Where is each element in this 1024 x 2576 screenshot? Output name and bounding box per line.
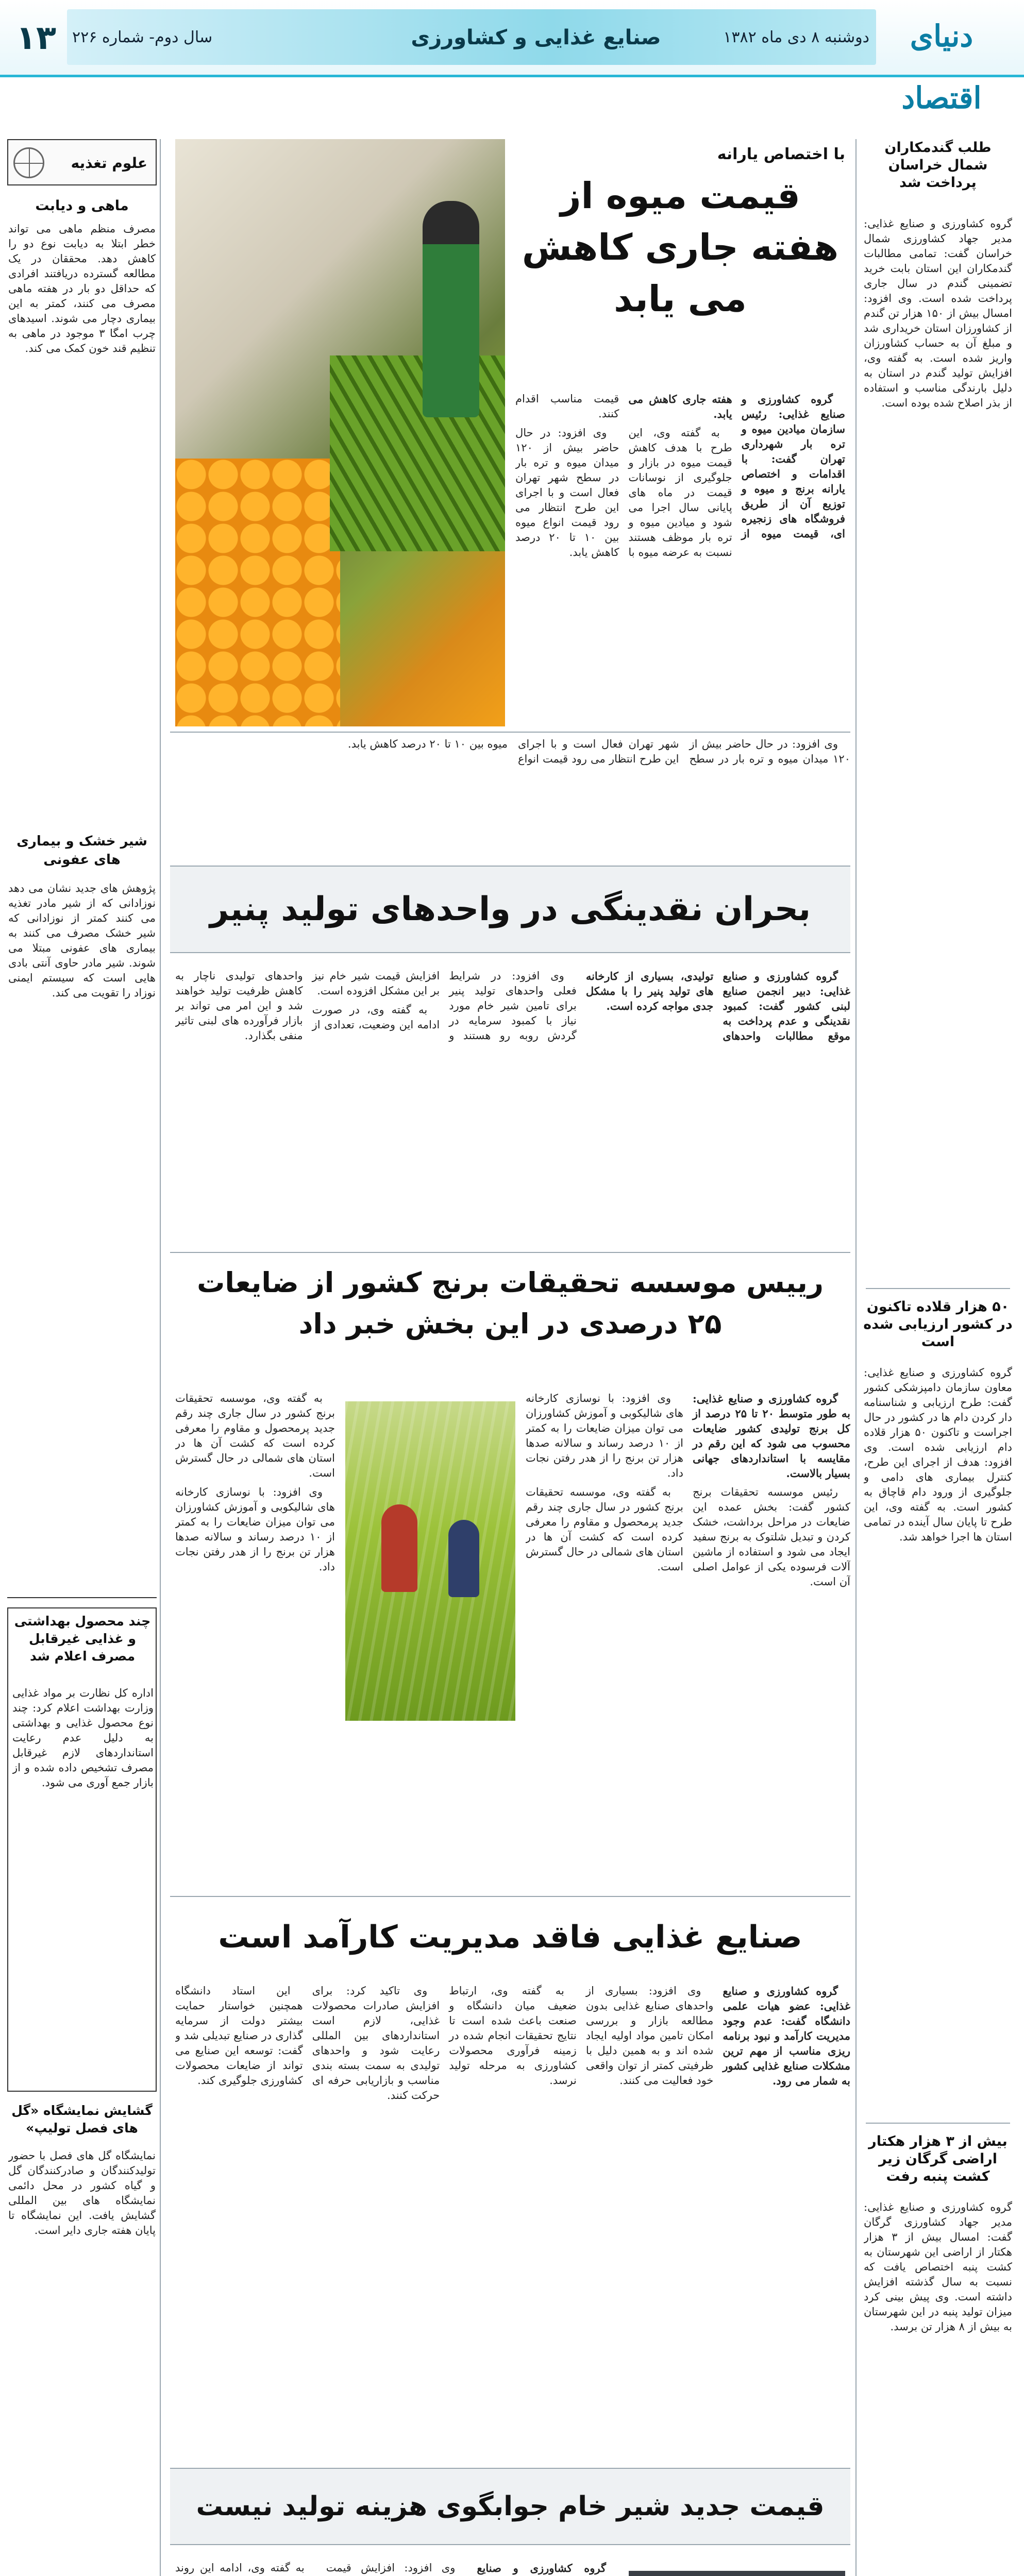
fruit-kicker: با اختصاص یارانه [717, 145, 845, 163]
rice-rows [345, 1401, 515, 1721]
rice-paragraph: به گفته وی، موسسه تحقیقات برنج کشور در سال جاری چند رقم جدید پرمحصول و مقاوم را معرفی کرده است که کشت آن ها در استان های شمالی در حال گسترش است. [526, 1486, 683, 1573]
issue-line: سال دوم- شماره ۲۲۶ [72, 28, 213, 46]
rice-paragraph: رئیس موسسه تحقیقات برنج کشور گفت: بخش عمده این ضایعات در مراحل برداشت، خشک کردن و تبدیل شلتوک به برنج سفید ایجاد می شود و استفاده از ماشین آلات فرسوده یکی از عوامل اصلی آن است. [693, 1486, 850, 1588]
milk-bottles-photo [629, 2571, 845, 2576]
milk-body [175, 2561, 618, 2576]
date-line: دوشنبه ۸ دی ماه ۱۳۸۲ [723, 28, 869, 46]
newspaper-logo: دنیای اقتصاد [901, 19, 982, 115]
milk-headline: قیمت جدید شیر خام جوابگوی هزینه تولید نیست [196, 2491, 825, 2522]
fruit-paragraph: وی افزود: در حال حاضر بیش از ۱۲۰ میدان میوه و تره بار در سطح شهر تهران فعال است و با اجرای این طرح انتظار می رود قیمت انواع میوه بین ۱۰ تا ۲۰ درصد کاهش یابد. [515, 427, 619, 558]
health-products-body: اداره کل نظارت بر مواد غذایی وزارت بهداشت اعلام کرد: چند نوع محصول غذایی و بهداشتی به دلیل عدم رعایت استانداردهای لازم غیرقابل مصرف تشخیص داده شده و از بازار جمع آوری می شود. [12, 1687, 154, 1789]
milk-paragraph: به گفته وی، ادامه این روند [175, 2562, 305, 2574]
cheese-paragraph: گروه کشاورزی و صنایع غذایی: دبیر انجمن صنایع لبنی کشور گفت: کمبود نقدینگی و عدم پرداخت به موقع مطالبات واحدهای تولیدی، بسیاری از کارخانه های تولید پنیر را با مشکل جدی مواجه کرده است. [585, 970, 850, 1042]
cheese-body [175, 969, 850, 1247]
fruit-market-photo [175, 139, 505, 726]
farmer-figure [381, 1504, 417, 1592]
fruit-continued [175, 737, 850, 855]
rice-field-photo [345, 1401, 515, 1721]
fish-diabetes-body: مصرف منظم ماهی می تواند خطر ابتلا به دیابت نوع دو را کاهش دهد. محققان در یک مطالعه گسترده دریافتند افرادی که حداقل دو بار در هفته ماهی مصرف می کنند، کمتر به این بیماری دچار می شوند. اسیدهای چرب امگا ۳ موجود در ماهی به تنظیم قند خون کمک می کند. [8, 223, 156, 354]
food-paragraph: گروه کشاورزی و صنایع غذایی: عضو هیات علمی دانشگاه گفت: عدم وجود مدیریت کارآمد و نبود برنامه ریزی مناسب از مهم ترین مشکلات صنایع غذایی کشور به شمار می رود. [723, 1985, 850, 2087]
page-number: ۱۳ [15, 19, 57, 57]
farmer-figure [448, 1520, 479, 1597]
tulip-expo-body: نمایشگاه گل های فصل با حضور تولیدکنندگان و صادرکنندگان گل و گیاه کشور در محل دائمی نمایشگاه های بین المللی گشایش یافت. این نمایشگاه تا پایان هفته جاری دایر است. [8, 2149, 156, 2236]
cheese-paragraph: به گفته وی، در صورت ادامه این وضعیت، تعدادی از واحدهای تولیدی ناچار به کاهش ظرفیت تولید خواهند شد و این امر می تواند بر بازار فرآورده های لبنی تاثیر منفی بگذارد. [175, 970, 440, 1042]
right-column [861, 139, 1015, 2576]
cheese-paragraph: وی افزود: در شرایط فعلی واحدهای تولید پنیر برای تامین شیر خام مورد نیاز با کمبود سرمایه در گردش روبه رو هستند و افزایش قیمت شیر خام نیز بر این مشکل افزوده است. [312, 970, 577, 1042]
milk-paragraph: وی افزود: افزایش قیمت [326, 2562, 456, 2574]
cheese-headline: بحران نقدینگی در واحدهای تولید پنیر [209, 890, 811, 928]
tulip-expo-title: گشایش نمایشگاه «گل های فصل تولیپ» [11, 2103, 153, 2136]
formula-infection-title: شیر خشک و بیماری های عفونی [16, 834, 147, 868]
fruit-paragraph: وی افزود: در حال حاضر بیش از ۱۲۰ میدان میوه و تره بار در سطح شهر تهران فعال است و با اجرای این طرح انتظار می رود قیمت انواع میوه بین ۱۰ تا ۲۰ درصد کاهش یابد. [347, 738, 850, 765]
fruit-body [515, 392, 845, 716]
food-industry-headline: صنایع غذایی فاقد مدیریت کارآمد است [218, 1919, 802, 1955]
nutrition-header: علوم تغذیه [71, 155, 147, 172]
food-paragraph: به گفته وی، ارتباط ضعیف میان دانشگاه و صنعت باعث شده است تا نتایج تحقیقات انجام شده در زمینه فرآوری محصولات کشاورزی به مرحله تولید نرسد. [449, 1985, 577, 2087]
fruit-headline: قیمت میوه از هفته جاری کاهش می یابد [522, 175, 839, 320]
fruit-paragraph: گروه کشاورزی و صنایع غذایی: رئیس سازمان میادین میوه و تره بار شهرداری تهران گفت: با اقدامات و اختصاص یارانه برنج و میوه و توزیع آن از طریق فروشگاه های زنجیره ای، قیمت میوه از هفته جاری کاهش می یابد. [628, 393, 845, 540]
wheat-payment-title: طلب گندمکاران شمال خراسان پرداخت شد [884, 140, 992, 191]
nutrition-header-box [7, 139, 157, 185]
rice-paragraph: گروه کشاورزی و صنایع غذایی: به طور متوسط ۲۰ تا ۲۵ درصد از کل برنج تولیدی کشور ضایعات محسوب می شود که این رقم در مقایسه با استانداردهای جهانی بسیار بالاست. [693, 1392, 850, 1480]
rice-headline: رییس موسسه تحقیقات برنج کشور از ضایعات ۲۵ درصدی در این بخش خبر داد [197, 1266, 824, 1340]
rice-paragraph: وی افزود: با نوسازی کارخانه های شالیکوبی و آموزش کشاورزان می توان میزان ضایعات را به کمتر از ۱۰ درصد رساند و سالانه صدها هزار تن برنج را از هدر رفتن نجات داد. [526, 1392, 683, 1479]
wheat-payment-body: گروه کشاورزی و صنایع غذایی: مدیر جهاد کشاورزی شمال خراسان گفت: تمامی مطالبات گندمکاران این استان بابت خرید تضمینی گندم در سال جاری پرداخت شده است. وی افزود: امسال بیش از ۱۵۰ هزار تن گندم از کشاورزان استان خریداری شد و مبلغ آن به حساب کشاورزان واریز شده است. به گفته وی، افزایش تولید گندم در استان به دلیل بارندگی مناسب و استفاده از بذر اصلاح شده بوده است. [864, 217, 1012, 409]
globe-icon [13, 147, 44, 178]
livestock-body: گروه کشاورزی و صنایع غذایی: معاون سازمان دامپزشکی کشور گفت: طرح ارزیابی و شناسنامه دار کردن دام ها در کشور در حال اجراست و تاکنون ۵۰ هزار قلاده دام ارزیابی شده است. وی افزود: هدف از اجرای این طرح، کنترل بیماری های دامی و جلوگیری از ورود دام قاچاق به کشور است. به گفته وی، این طرح تا پایان سال آینده در تمامی استان ها اجرا خواهد شد. [864, 1366, 1012, 1543]
livestock-title: ۵۰ هزار قلاده تاکنون در کشور ارزیابی شده است [863, 1299, 1013, 1350]
fruit-paragraph: به گفته وی، این طرح با هدف کاهش قیمت میوه در بازار و جلوگیری از نوسانات قیمت در ماه های پایانی سال اجرا می شود و میادین میوه و تره بار موظف هستند نسبت به عرضه میوه با قیمت مناسب اقدام کنند. [515, 393, 732, 558]
left-column [7, 139, 157, 2576]
oranges [175, 459, 340, 726]
rice-body-left [175, 1391, 335, 1886]
food-paragraph: وی افزود: بسیاری از واحدهای صنایع غذایی بدون مطالعه بازار و بررسی امکان تامین مواد اولیه ایجاد شده اند و به همین دلیل با ظرفیتی کمتر از توان واقعی خود فعالیت می کنند. [585, 1985, 714, 2087]
gorgan-cotton-body: گروه کشاورزی و صنایع غذایی: مدیر جهاد کشاورزی گرگان گفت: امسال بیش از ۳ هزار هکتار از اراضی این شهرستان به کشت پنبه اختصاص یافت که نسبت به سال گذشته افزایش داشته است. وی پیش بینی کرد میزان تولید پنبه در این شهرستان به بیش از ۸ هزار تن برسد. [864, 2201, 1012, 2333]
rice-paragraph: وی افزود: با نوسازی کارخانه های شالیکوبی و آموزش کشاورزان می توان میزان ضایعات را به کمتر از ۱۰ درصد رساند و سالانه صدها هزار تن برنج را از هدر رفتن نجات داد. [175, 1486, 335, 1573]
vendor [423, 201, 479, 417]
health-products-title: چند محصول بهداشتی و غذایی غیرقابل مصرف اعلام شد [14, 1614, 151, 1664]
formula-infection-body: پژوهش های جدید نشان می دهد نوزادانی که از شیر مادر تغذیه می کنند کمتر از نوزادانی که شیر خشک مصرف می کنند به بیماری های عفونی مبتلا می شوند. شیر مادر حاوی آنتی بادی هایی است که سیستم ایمنی نوزاد را تقویت می کند. [8, 882, 156, 999]
food-paragraph: وی تاکید کرد: برای افزایش صادرات محصولات غذایی، لازم است استانداردهای بین المللی رعایت شود و واحدهای تولیدی به سمت بسته بندی مناسب و بازاریابی حرفه ای حرکت کنند. [312, 1985, 440, 2102]
masthead [0, 0, 1024, 115]
health-products-box [7, 1607, 157, 2092]
gorgan-cotton-title: بیش از ۳ هزار هکتار اراضی گرگان زیر کشت پنبه رفت [868, 2133, 1008, 2184]
rice-body [526, 1391, 850, 1886]
food-paragraph: این استاد دانشگاه همچنین خواستار حمایت بیشتر دولت از سرمایه گذاری در صنایع تبدیلی شد و گفت: توسعه این صنایع می تواند از ضایعات محصولات کشاورزی جلوگیری کند. [175, 1985, 303, 2087]
fish-diabetes-title: ماهی و دیابت [35, 198, 129, 214]
rice-paragraph: به گفته وی، موسسه تحقیقات برنج کشور در سال جاری چند رقم جدید پرمحصول و مقاوم را معرفی کرده است که کشت آن ها در استان های شمالی در حال گسترش است. [175, 1392, 335, 1479]
milk-paragraph: گروه کشاورزی و صنایع [477, 2562, 606, 2574]
section-title: صنایع غذایی و کشاورزی [411, 26, 661, 49]
food-industry-body [175, 1984, 850, 2458]
